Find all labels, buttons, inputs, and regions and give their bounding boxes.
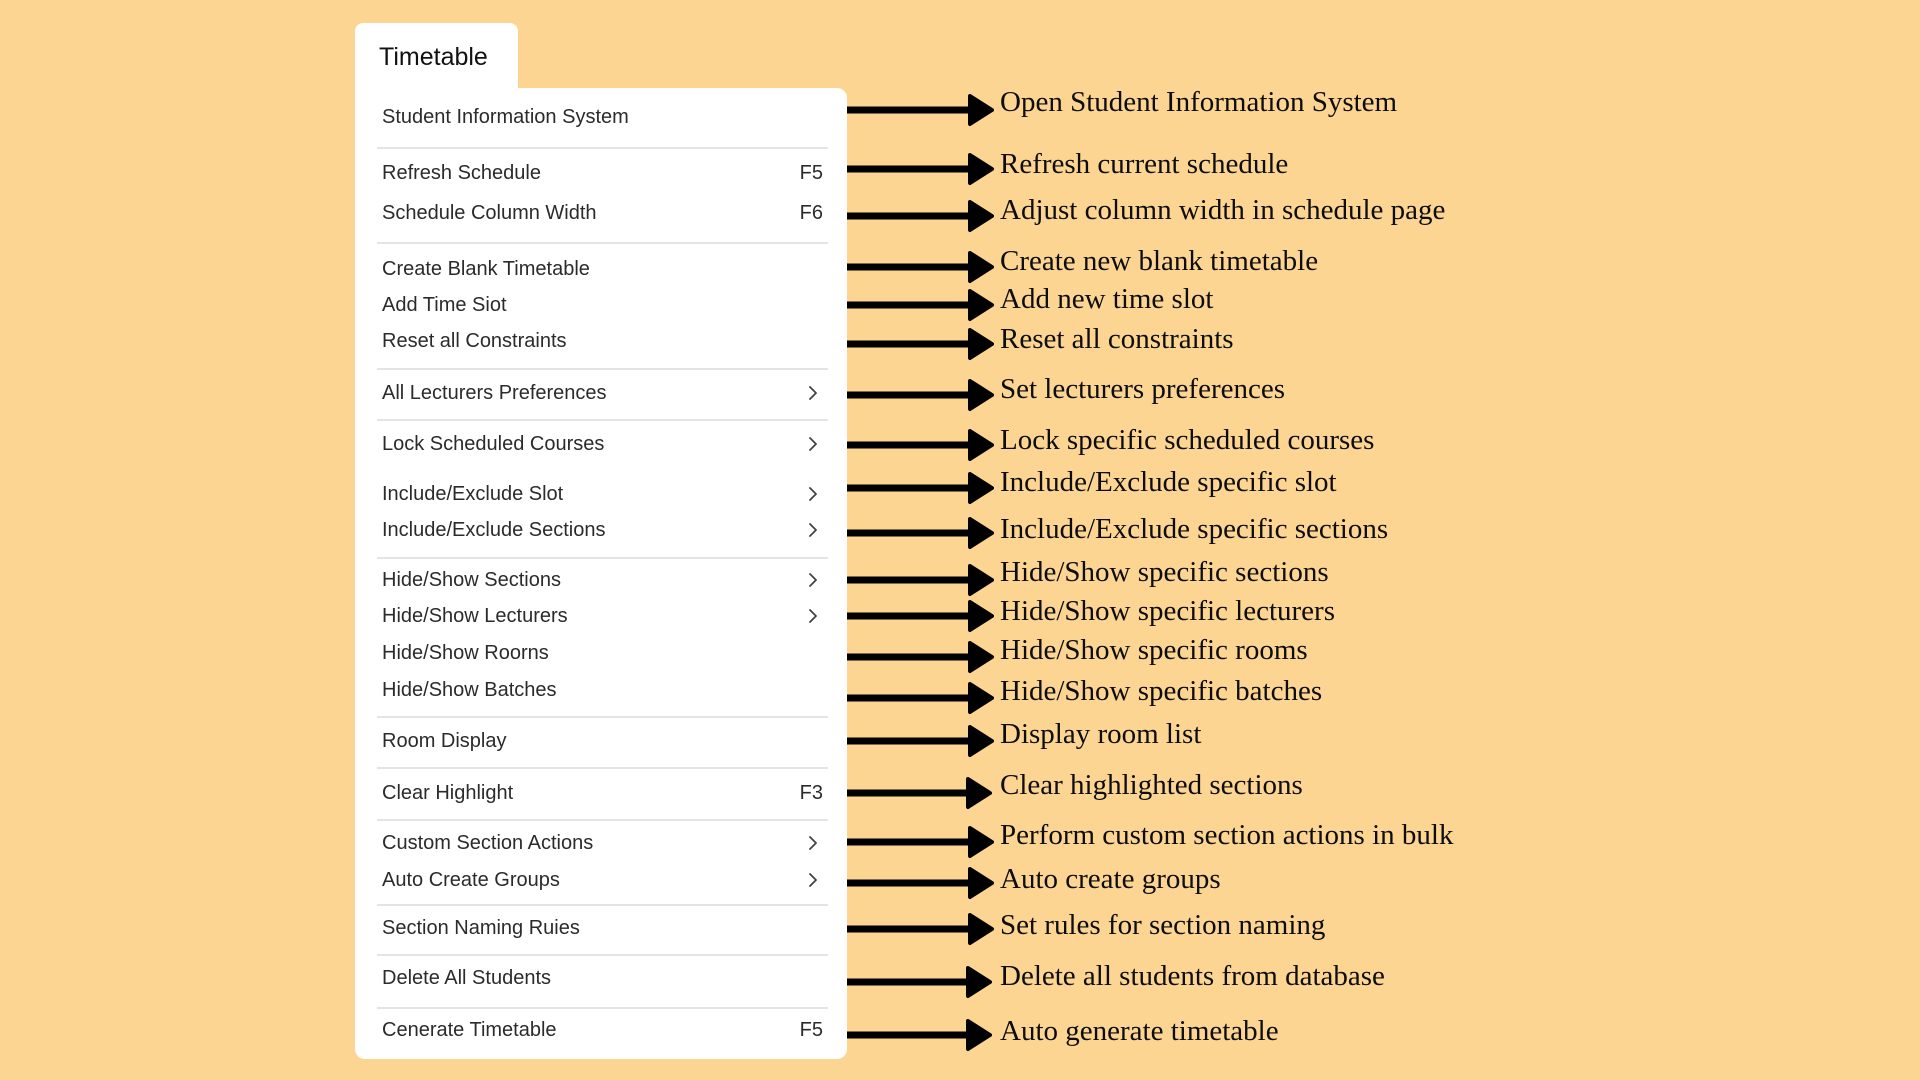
menu-item-label: Clear Highlight bbox=[382, 782, 514, 804]
annotation-text: Reset all constraints bbox=[1000, 323, 1234, 355]
menu-item-refresh-schedule[interactable] bbox=[355, 158, 847, 188]
chevron-right-icon bbox=[806, 523, 820, 537]
menu-item-label: Hide/Show Batches bbox=[382, 679, 557, 701]
chevron-right-icon bbox=[806, 573, 820, 587]
chevron-right-icon bbox=[806, 609, 820, 623]
menu-divider bbox=[377, 368, 828, 370]
right-arrow-icon bbox=[834, 515, 994, 551]
menu-item-auto-create-groups[interactable] bbox=[355, 865, 847, 895]
menu-item-include-exclude-sections[interactable] bbox=[355, 515, 847, 545]
right-arrow-icon bbox=[832, 964, 992, 1000]
menu-item-label: Hide/Show Sections bbox=[382, 569, 561, 591]
right-arrow-icon bbox=[834, 249, 994, 285]
menu-item-label: Student Information System bbox=[382, 106, 629, 128]
menu-item-lock-scheduled-courses[interactable] bbox=[355, 429, 847, 459]
annotation-text: Create new blank timetable bbox=[1000, 245, 1319, 277]
menu-item-reset-all-constraints[interactable] bbox=[355, 326, 847, 356]
shortcut-key: F5 bbox=[799, 162, 823, 184]
annotation-text: Clear highlighted sections bbox=[1000, 769, 1303, 801]
menu-item-section-naming-ruies[interactable] bbox=[355, 913, 847, 943]
chevron-right-icon bbox=[806, 437, 820, 451]
annotation-text: Open Student Information System bbox=[1000, 86, 1398, 118]
right-arrow-icon bbox=[834, 723, 994, 759]
menu-item-all-lecturers-preferences[interactable] bbox=[355, 378, 847, 408]
annotation-text: Hide/Show specific lecturers bbox=[1000, 595, 1336, 627]
annotation-text: Hide/Show specific sections bbox=[1000, 556, 1329, 588]
menu-item-label: Cenerate Timetable bbox=[382, 1019, 557, 1041]
annotation-text: Add new time slot bbox=[1000, 283, 1214, 315]
menu-divider bbox=[377, 954, 828, 956]
annotation-text: Lock specific scheduled courses bbox=[1000, 424, 1375, 456]
chevron-right-icon bbox=[806, 873, 820, 887]
annotation-text: Perform custom section actions in bulk bbox=[1000, 819, 1454, 851]
annotation-text: Hide/Show specific batches bbox=[1000, 675, 1323, 707]
chevron-right-icon bbox=[806, 836, 820, 850]
right-arrow-icon bbox=[832, 775, 992, 811]
shortcut-key: F5 bbox=[799, 1019, 823, 1041]
menu-item-label: Include/Exclude Sections bbox=[382, 519, 606, 541]
right-arrow-icon bbox=[834, 377, 994, 413]
timetable-menu bbox=[355, 88, 847, 1059]
menu-item-label: Custom Section Actions bbox=[382, 832, 594, 854]
menu-item-custom-section-actions[interactable] bbox=[355, 828, 847, 858]
annotation-text: Adjust column width in schedule page bbox=[1000, 194, 1446, 226]
right-arrow-icon bbox=[834, 865, 994, 901]
right-arrow-icon bbox=[834, 151, 994, 187]
menu-item-label: Delete All Students bbox=[382, 967, 551, 989]
menu-item-hide-show-sections[interactable] bbox=[355, 565, 847, 595]
right-arrow-icon bbox=[834, 598, 994, 634]
right-arrow-icon bbox=[834, 470, 994, 506]
menu-item-room-display[interactable] bbox=[355, 726, 847, 756]
chevron-right-icon bbox=[806, 386, 820, 400]
right-arrow-icon bbox=[834, 680, 994, 716]
right-arrow-icon bbox=[834, 427, 994, 463]
menu-divider bbox=[377, 819, 828, 821]
menu-item-label: Include/Exclude Slot bbox=[382, 483, 564, 505]
menu-item-label: Create Blank Timetable bbox=[382, 258, 590, 280]
annotation-text: Include/Exclude specific slot bbox=[1000, 466, 1337, 498]
menu-item-include-exclude-slot[interactable] bbox=[355, 479, 847, 509]
menu-item-cenerate-timetable[interactable] bbox=[355, 1015, 847, 1045]
menu-item-label: Section Naming Ruies bbox=[382, 917, 580, 939]
right-arrow-icon bbox=[834, 911, 994, 947]
menu-item-hide-show-batches[interactable] bbox=[355, 675, 847, 705]
annotation-text: Include/Exclude specific sections bbox=[1000, 513, 1389, 545]
menu-item-create-blank-timetable[interactable] bbox=[355, 254, 847, 284]
menu-divider bbox=[377, 1007, 828, 1009]
menu-item-label: Hide/Show Roorns bbox=[382, 642, 549, 664]
menu-divider bbox=[377, 904, 828, 906]
right-arrow-icon bbox=[834, 287, 994, 323]
menu-divider bbox=[377, 147, 828, 149]
menu-item-student-information-system[interactable] bbox=[355, 102, 847, 132]
menu-divider bbox=[377, 767, 828, 769]
menu-item-label: Refresh Schedule bbox=[382, 162, 541, 184]
menu-item-label: Hide/Show Lecturers bbox=[382, 605, 568, 627]
shortcut-key: F3 bbox=[799, 782, 823, 804]
right-arrow-icon bbox=[834, 92, 994, 128]
right-arrow-icon bbox=[834, 639, 994, 675]
right-arrow-icon bbox=[834, 198, 994, 234]
right-arrow-icon bbox=[834, 562, 994, 598]
menu-divider bbox=[377, 716, 828, 718]
right-arrow-icon bbox=[834, 824, 994, 860]
menu-item-delete-all-students[interactable] bbox=[355, 963, 847, 993]
menu-item-label: Lock Scheduled Courses bbox=[382, 433, 605, 455]
annotation-text: Hide/Show specific rooms bbox=[1000, 634, 1308, 666]
menu-title: Timetable bbox=[379, 43, 488, 71]
menu-item-hide-show-roorns[interactable] bbox=[355, 638, 847, 668]
menu-item-label: Room Display bbox=[382, 730, 507, 752]
menu-divider bbox=[377, 419, 828, 421]
right-arrow-icon bbox=[832, 1017, 992, 1053]
chevron-right-icon bbox=[806, 487, 820, 501]
annotation-text: Auto create groups bbox=[1000, 863, 1221, 895]
annotation-text: Auto generate timetable bbox=[1000, 1015, 1279, 1047]
menu-item-schedule-column-width[interactable] bbox=[355, 198, 847, 228]
menu-item-label: All Lecturers Preferences bbox=[382, 382, 607, 404]
menu-item-hide-show-lecturers[interactable] bbox=[355, 601, 847, 631]
menu-item-label: Add Time Siot bbox=[382, 294, 507, 316]
annotation-text: Display room list bbox=[1000, 718, 1202, 750]
menu-item-label: Schedule Column Width bbox=[382, 202, 597, 224]
annotation-text: Delete all students from database bbox=[1000, 960, 1385, 992]
shortcut-key: F6 bbox=[799, 202, 823, 224]
menu-item-add-time-siot[interactable] bbox=[355, 290, 847, 320]
right-arrow-icon bbox=[834, 326, 994, 362]
menu-item-label: Reset all Constraints bbox=[382, 330, 567, 352]
menu-item-clear-highlight[interactable] bbox=[355, 778, 847, 808]
menu-title-tab[interactable] bbox=[355, 23, 518, 93]
annotation-text: Refresh current schedule bbox=[1000, 148, 1289, 180]
annotation-text: Set lecturers preferences bbox=[1000, 373, 1286, 405]
menu-divider bbox=[377, 242, 828, 244]
menu-item-label: Auto Create Groups bbox=[382, 869, 560, 891]
annotation-text: Set rules for section naming bbox=[1000, 909, 1326, 941]
menu-divider bbox=[377, 557, 828, 559]
